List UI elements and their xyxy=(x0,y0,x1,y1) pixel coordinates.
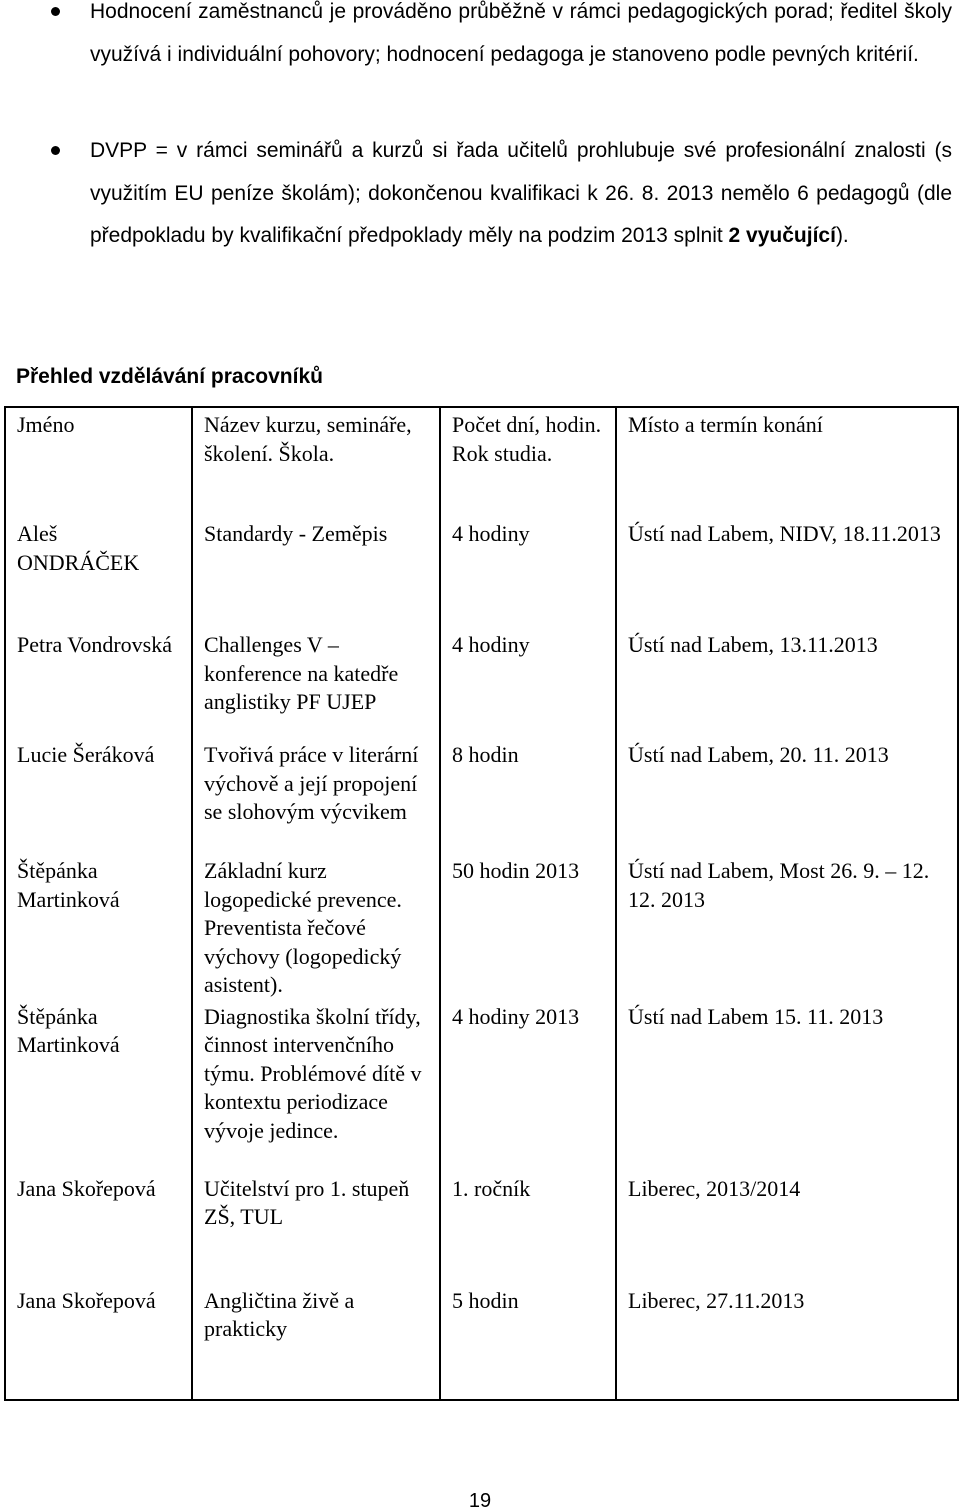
cell-course: Challenges V – konference na katedře anglistiky PF UJEP xyxy=(192,628,440,738)
bullet-text-end: ). xyxy=(835,224,849,248)
table-row xyxy=(5,854,958,1000)
cell-name: Jana Skořepová xyxy=(5,1284,192,1400)
cell-duration: 1. ročník xyxy=(440,1172,616,1284)
cell-duration: 5 hodin xyxy=(440,1284,616,1400)
table-header-row xyxy=(5,407,958,517)
cell-place-date: Liberec, 27.11.2013 xyxy=(616,1284,958,1400)
page-number: 19 xyxy=(468,1490,492,1511)
bullet-dot-icon xyxy=(51,7,60,16)
cell-place-date: Liberec, 2013/2014 xyxy=(616,1172,958,1284)
cell-place-date: Ústí nad Labem, NIDV, 18.11.2013 xyxy=(616,517,958,628)
bullet-item-evaluation xyxy=(0,0,960,76)
cell-duration: 4 hodiny xyxy=(440,517,616,628)
cell-course: Učitelství pro 1. stupeň ZŠ, TUL xyxy=(192,1172,440,1284)
cell-name: Štěpánka Martinková xyxy=(5,854,192,1000)
bullet-text xyxy=(90,130,952,258)
header-course: Název kurzu, semináře, školení. Škola. xyxy=(192,407,440,517)
bullet-text-main: DVPP = v rámci seminářů a kurzů si řada učitelů prohlubuje své profesionální znalosti (s využitím EU peníze školám); dokončenou kvalifikaci k 26. 8. 2013 nemělo 6 pedagogů (dle předpokladu by kvalifikační předpoklady měly na podzim 2013 splnit xyxy=(90,139,952,248)
cell-course: Tvořivá práce v literární výchově a její propojení se slohovým výcvikem xyxy=(192,738,440,854)
cell-name: Petra Vondrovská xyxy=(5,628,192,738)
bullet-text: Hodnocení zaměstnanců je prováděno průběžně v rámci pedagogických porad; ředitel školy využívá i individuální pohovory; hodnocení pedagoga je stanoveno podle pevných kritérií. xyxy=(90,0,952,66)
cell-course: Diagnostika školní třídy, činnost intervenčního týmu. Problémové dítě v kontextu periodizace vývoje jedince. xyxy=(192,1000,440,1172)
cell-place-date: Ústí nad Labem, 13.11.2013 xyxy=(616,628,958,738)
bullet-dot-icon xyxy=(51,146,60,155)
table-row xyxy=(5,1000,958,1172)
cell-course: Standardy - Zeměpis xyxy=(192,517,440,628)
bullet-item-dvpp xyxy=(0,130,960,258)
cell-course: Základní kurz logopedické prevence. Preventista řečové výchovy (logopedický asistent). xyxy=(192,854,440,1000)
cell-name: Aleš ONDRÁČEK xyxy=(5,517,192,628)
cell-name: Lucie Šeráková xyxy=(5,738,192,854)
table-row xyxy=(5,1284,958,1400)
cell-duration: 50 hodin 2013 xyxy=(440,854,616,1000)
cell-duration: 4 hodiny xyxy=(440,628,616,738)
cell-name: Jana Skořepová xyxy=(5,1172,192,1284)
table-row xyxy=(5,628,958,738)
section-title: Přehled vzdělávání pracovníků xyxy=(16,365,323,388)
header-place-date: Místo a termín konání xyxy=(616,407,958,517)
cell-place-date: Ústí nad Labem, 20. 11. 2013 xyxy=(616,738,958,854)
table-row xyxy=(5,517,958,628)
bullet-text-bold: 2 vyučující xyxy=(728,224,836,248)
cell-name: Štěpánka Martinková xyxy=(5,1000,192,1172)
cell-duration: 8 hodin xyxy=(440,738,616,854)
table-row xyxy=(5,738,958,854)
cell-duration: 4 hodiny 2013 xyxy=(440,1000,616,1172)
header-name: Jméno xyxy=(5,407,192,517)
table-row xyxy=(5,1172,958,1284)
header-duration: Počet dní, hodin. Rok studia. xyxy=(440,407,616,517)
cell-place-date: Ústí nad Labem, Most 26. 9. – 12. 12. 2013 xyxy=(616,854,958,1000)
cell-course: Angličtina živě a prakticky xyxy=(192,1284,440,1400)
training-table xyxy=(4,406,959,1401)
cell-place-date: Ústí nad Labem 15. 11. 2013 xyxy=(616,1000,958,1172)
